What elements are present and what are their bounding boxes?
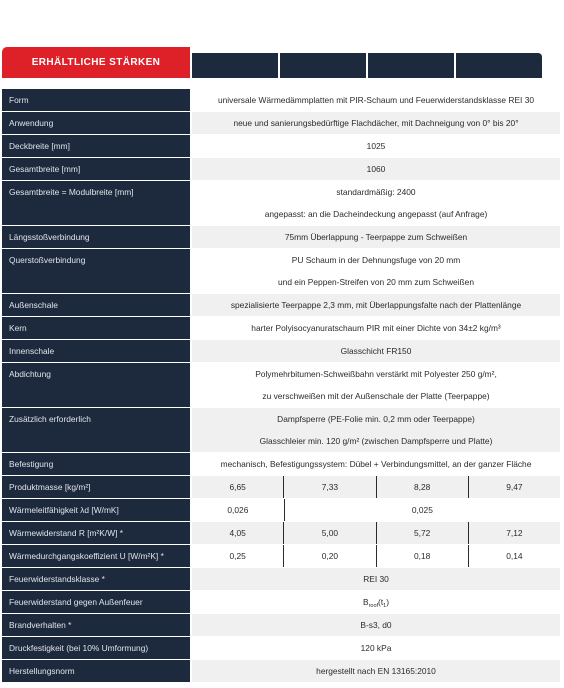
row-value-line: Glasschleier min. 120 g/m² (zwischen Dampfsperre und Platte) (259, 436, 493, 446)
value-cell: 0,026 (192, 499, 285, 521)
row-value-line: B-s3, d0 (360, 620, 392, 630)
row-label-text: Innenschale (9, 346, 55, 356)
row-value (192, 135, 560, 158)
header-thickness-col-2 (280, 53, 366, 78)
row-cells (192, 545, 560, 568)
row-value (192, 89, 560, 112)
row-label-text: Feuerwiderstandsklasse * (9, 574, 105, 584)
row-cells (192, 499, 560, 522)
table-row (2, 408, 560, 453)
table-row (2, 568, 560, 591)
row-label-text: Brandverhalten * (9, 620, 72, 630)
value-subscript: 1 (383, 603, 387, 609)
table-row (2, 294, 560, 317)
header-title: ERHÄLTLICHE STÄRKEN (2, 47, 190, 78)
table-row (2, 158, 560, 181)
table-row (2, 499, 560, 522)
row-value-line: 75mm Überlappung - Teerpappe zum Schweißen (284, 232, 468, 242)
table-row (2, 340, 560, 363)
row-value-line: neue und sanierungsbedürftige Flachdächer, mit Dachneigung von 0° bis 20° (233, 118, 519, 128)
row-label (2, 135, 190, 158)
row-label (2, 499, 190, 522)
value-cell: 0,25 (192, 545, 284, 567)
row-cells (192, 522, 560, 545)
row-value-line: Dampfsperre (PE-Folie min. 0,2 mm oder Teerpappe) (277, 414, 475, 424)
row-label-text: Abdichtung (9, 369, 51, 379)
row-label (2, 317, 190, 340)
table-row (2, 476, 560, 499)
table-row (2, 637, 560, 660)
row-label (2, 340, 190, 363)
row-value-line: universale Wärmedämmplatten mit PIR-Schaum und Feuerwiderstandsklasse REI 30 (217, 95, 535, 105)
value-main: B (362, 597, 369, 607)
row-label (2, 89, 190, 112)
row-value (192, 317, 560, 340)
row-label-text: Längsstoßverbindung (9, 232, 90, 242)
row-label (2, 226, 190, 249)
table-row (2, 181, 560, 226)
row-label (2, 660, 190, 683)
row-value-line: 1060 (366, 164, 386, 174)
row-value (192, 340, 560, 363)
value-cell: 9,47 (506, 482, 523, 492)
table-row (2, 453, 560, 476)
row-value-line: standardmäßig: 2400 (336, 187, 416, 197)
row-value-line: PU Schaum in der Dehnungsfuge von 20 mm (291, 255, 461, 265)
table-row (2, 112, 560, 135)
header-thickness-col-4 (456, 53, 542, 78)
row-label (2, 158, 190, 181)
row-label-text: Form (9, 95, 29, 105)
row-label-text: Feuerwiderstand gegen Außenfeuer (9, 597, 143, 607)
row-label-text: Wärmedurchgangskoeffizient U [W/m²K] * (9, 551, 164, 561)
value-cell: 0,14 (506, 551, 523, 561)
row-label (2, 112, 190, 135)
table-row (2, 317, 560, 340)
row-value (192, 181, 560, 226)
row-value (192, 660, 560, 683)
row-label-text: Wärmeleitfähigkeit λd [W/mK] (9, 505, 119, 515)
value-cell: 7,33 (284, 476, 376, 498)
row-value-line: 120 kPa (360, 643, 392, 653)
row-value (192, 408, 560, 453)
row-value-line: und ein Peppen-Streifen von 20 mm zum Schweißen (278, 277, 474, 287)
row-label-text: Kern (9, 323, 27, 333)
row-value-line: REI 30 (363, 574, 389, 584)
row-value-line: hergestellt nach EN 13165:2010 (316, 666, 436, 676)
row-label (2, 453, 190, 476)
row-label-text: Außenschale (9, 300, 58, 310)
table-row (2, 135, 560, 158)
row-value (192, 637, 560, 660)
table-header (2, 47, 560, 78)
specs-table (2, 47, 560, 683)
row-value-line: spezialisierte Teerpappe 2,3 mm, mit Überlappungsfalte nach der Plattenlänge (230, 300, 522, 310)
row-label-text: Druckfestigkeit (bei 10% Umformung) (9, 643, 149, 653)
row-value (192, 591, 560, 614)
row-value-line: harter Polyisocyanuratschaum PIR mit einer Dichte von 34±2 kg/m³ (251, 323, 501, 333)
row-label-text: Querstoßverbindung (9, 255, 86, 265)
table-row (2, 591, 560, 614)
table-row (2, 614, 560, 637)
row-label-text: Gesamtbreite [mm] (9, 164, 81, 174)
row-label-text: Befestigung (9, 459, 54, 469)
row-label-text: Deckbreite [mm] (9, 141, 70, 151)
table-row (2, 249, 560, 294)
value-cell: 4,05 (192, 522, 284, 544)
row-label-text: Anwendung (9, 118, 54, 128)
value-cell: 0,18 (377, 545, 469, 567)
row-label-text: Herstellungsnorm (9, 666, 75, 676)
row-label (2, 522, 190, 545)
row-value (192, 294, 560, 317)
table-row (2, 522, 560, 545)
value-subscript: roof (368, 603, 379, 609)
row-value (192, 249, 560, 294)
row-label (2, 294, 190, 317)
row-value (192, 568, 560, 591)
table-row (2, 89, 560, 112)
row-value-line: zu verschweißen mit der Außenschale der Platte (Teerpappe) (262, 391, 490, 401)
table-body (2, 89, 560, 683)
value-cell: 7,12 (506, 528, 523, 538)
row-value (192, 158, 560, 181)
row-label (2, 249, 190, 294)
row-value (192, 363, 560, 408)
header-thickness-col-3 (368, 53, 454, 78)
row-label (2, 545, 190, 568)
row-label (2, 614, 190, 637)
row-label (2, 181, 190, 226)
row-value-line: Polymehrbitumen-Schweißbahn verstärkt mit Polyester 250 g/m², (255, 369, 497, 379)
row-cells (192, 476, 560, 499)
row-value (192, 226, 560, 249)
row-label (2, 568, 190, 591)
value-cell: 6,65 (192, 476, 284, 498)
row-value-line: angepasst: an die Dacheindeckung angepasst (auf Anfrage) (264, 209, 488, 219)
table-row (2, 363, 560, 408)
row-label (2, 476, 190, 499)
value-cell-merged: 0,025 (411, 505, 433, 515)
value-paren: (t (378, 597, 384, 607)
row-label-text: Gesamtbreite = Modulbreite [mm] (9, 187, 134, 197)
row-value (192, 614, 560, 637)
table-row (2, 226, 560, 249)
row-value-line: 1025 (366, 141, 386, 151)
row-value-line: Glasschicht FR150 (340, 346, 412, 356)
row-value-line (192, 591, 560, 613)
header-thickness-col-1 (192, 53, 278, 78)
value-cell: 0,20 (284, 545, 376, 567)
value-close: ) (386, 597, 390, 607)
row-label (2, 637, 190, 660)
row-value-line: mechanisch, Befestigungssystem: Dübel + Verbindungsmittel, an der ganzer Fläche (220, 459, 532, 469)
row-value (192, 112, 560, 135)
value-cell: 8,28 (377, 476, 469, 498)
row-label-text: Zusätzlich erforderlich (9, 414, 91, 424)
row-label-text: Wärmewiderstand R [m²K/W] * (9, 528, 124, 538)
row-label (2, 408, 190, 453)
table-row (2, 660, 560, 683)
value-cell: 5,72 (377, 522, 469, 544)
row-label (2, 591, 190, 614)
value-cell: 5,00 (284, 522, 376, 544)
row-value (192, 453, 560, 476)
table-row (2, 545, 560, 568)
row-label (2, 363, 190, 408)
row-label-text: Produktmasse [kg/m²] (9, 482, 91, 492)
